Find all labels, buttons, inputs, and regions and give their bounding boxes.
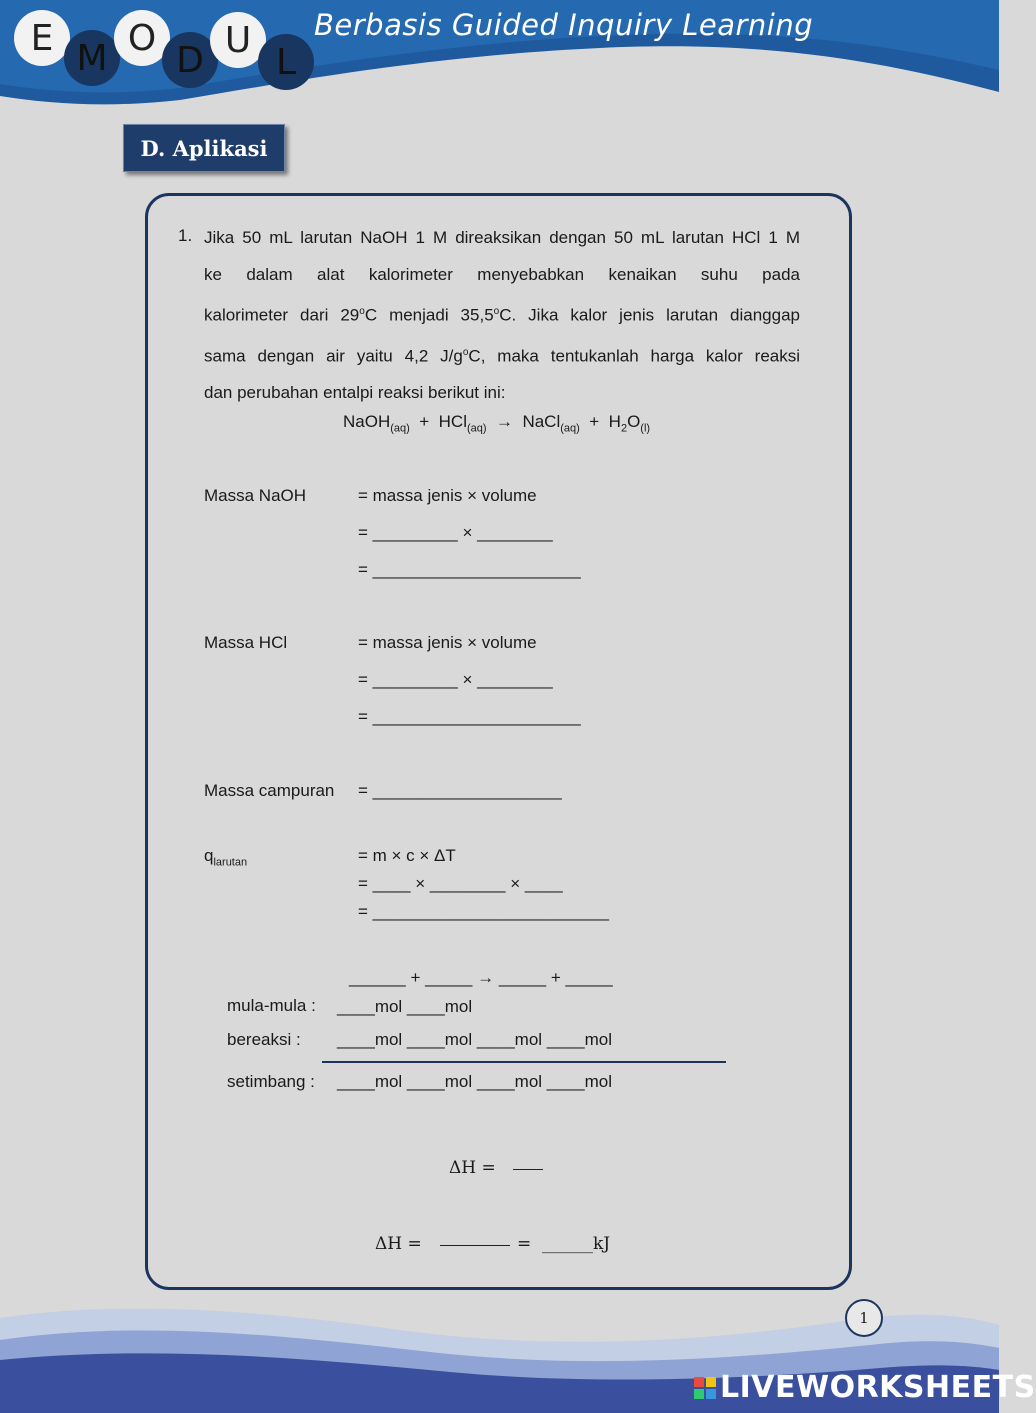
logo-letter-m: M (64, 30, 120, 86)
q-larutan-line-3[interactable]: = _________________________ (358, 902, 610, 921)
mrs-setimbang-label: setimbang : (227, 1072, 315, 1091)
question-line-2: ke dalam alat kalorimeter menyebabkan kenaikan suhu pada (204, 265, 800, 284)
delta-h-formula-2-lhs: ΔH = (375, 1234, 422, 1254)
mrs-setimbang-values[interactable]: ____mol ____mol ____mol ____mol (337, 1072, 613, 1091)
logo-letter-o: O (114, 10, 170, 66)
logo-letter-l: L (258, 34, 314, 90)
mrs-bereaksi-label: bereaksi : (227, 1030, 301, 1049)
chemical-equation: NaOH$_{(aq)}$ + HCl$_{(aq)}$ → NaCl$_{(aq)}$ + $H_2O_{(l)}$ (343, 412, 651, 435)
section-title: D. Aplikasi (123, 124, 285, 172)
massa-hcl-line-2[interactable]: = _________ × ________ (358, 670, 553, 689)
liveworksheets-brand: LIVEWORKSHEETS (720, 1370, 1036, 1405)
massa-hcl-label: Massa HCl (204, 633, 288, 652)
page-number: 1 (845, 1299, 883, 1337)
header-subtitle: Berbasis Guided Inquiry Learning (314, 8, 814, 42)
delta-h-formula-1-fraction[interactable] (513, 1169, 543, 1170)
delta-h-formula-1-lhs: ΔH = (449, 1158, 496, 1178)
massa-naoh-line-2[interactable]: = _________ × ________ (358, 523, 553, 542)
logo-letter-e: E (14, 10, 70, 66)
question-line-5: dan perubahan entalpi reaksi berikut ini: (204, 383, 506, 403)
delta-h-formula-2-fraction[interactable] (440, 1245, 510, 1246)
q-larutan-line-1: = m × c × ΔT (358, 846, 456, 865)
q-larutan-line-2[interactable]: = ____ × ________ × ____ (358, 874, 563, 893)
mrs-divider (322, 1061, 726, 1063)
massa-naoh-line-3[interactable]: = ______________________ (358, 560, 581, 579)
question-line-4: sama dengan air yaitu 4,2 $J/g^oC$, maka tentukanlah harga kalor reaksi (204, 346, 801, 366)
massa-hcl-line-3[interactable]: = ______________________ (358, 707, 581, 726)
liveworksheets-logo-icon (694, 1377, 716, 1399)
massa-hcl-line-1: = massa jenis × volume (358, 633, 537, 652)
mrs-mula-label: mula-mula : (227, 996, 316, 1015)
logo-letter-u: U (210, 12, 266, 68)
logo-letter-d: D (162, 32, 218, 88)
question-text (204, 219, 800, 411)
mrs-bereaksi-values[interactable]: ____mol ____mol ____mol ____mol (337, 1030, 613, 1049)
question-line-3: kalorimeter dari 29$^o$C menjadi 35,5$^o$C. Jika kalor jenis larutan dianggap (204, 305, 801, 325)
delta-h-formula-2-equals: = (517, 1234, 532, 1254)
q-larutan-label: $q_{larutan}$ (204, 846, 248, 869)
question-line-1: Jika 50 mL larutan NaOH 1 M direaksikan dengan 50 mL larutan HCl 1 M (204, 228, 800, 247)
mrs-reaction-line[interactable]: ______ + _____ → _____ + _____ (349, 968, 613, 987)
delta-h-formula-2-result[interactable]: ______kJ (542, 1234, 611, 1254)
massa-campuran-label: Massa campuran (204, 781, 335, 800)
massa-campuran-line[interactable]: = ____________________ (358, 781, 562, 800)
massa-naoh-line-1: = massa jenis × volume (358, 486, 537, 505)
mrs-mula-values[interactable]: ____mol ____mol (337, 997, 473, 1016)
question-number: 1. (178, 226, 193, 245)
massa-naoh-label: Massa NaOH (204, 486, 307, 505)
